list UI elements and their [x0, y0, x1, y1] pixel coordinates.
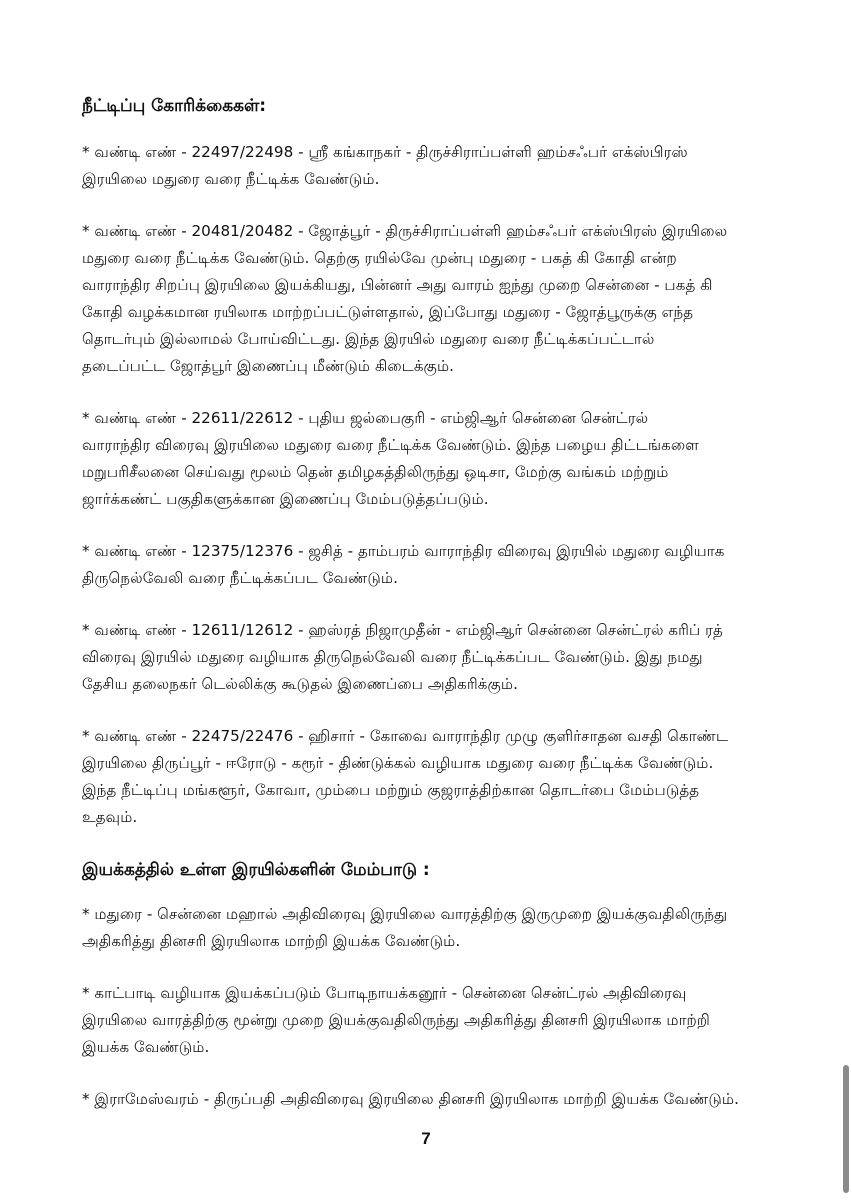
- scrollbar-thumb[interactable]: [843, 1065, 849, 1193]
- page-number: 7: [421, 1129, 431, 1148]
- improvement-item-rameswaram: * இராமேஸ்வரம் - திருப்பதி அதிவிரைவு இரயிலை தினசரி இரயிலாக மாற்றி இயக்க வேண்டும்.: [82, 1090, 739, 1108]
- request-item-20481: * வண்டி எண் - 20481/20482 - ஜோத்பூர் - திருச்சிராப்பள்ளி ஹம்சஃபர் எக்ஸ்பிரஸ் இரயிலை மதுரை வரை நீட்டிக்க வேண்டும். தெற்கு ரயில்வே முன்பு மதுரை - பகத் கி கோதி என்ற வாராந்திர சிறப்பு இரயிலை இயக்கியது, பின்னர் அது வாரம் ஐந்து முறை சென்னை - பகத் கி கோதி வழக்கமான ரயிலாக மாற்றப்பட்டுள்ளதால், இப்போது மதுரை - ஜோத்பூருக்கு எந்த தொடர்பும் இல்லாமல் போய்விட்டது. இந்த இரயில் மதுரை வரை நீட்டிக்கப்பட்டால் தடைப்பட்ட ஜோத்பூர் இணைப்பு மீண்டும் கிடைக்கும்.: [82, 222, 728, 375]
- improvement-item-mahal: * மதுரை - சென்னை மஹால் அதிவிரைவு இரயிலை வாரத்திற்கு இருமுறை இயக்குவதிலிருந்து அதிகரித்து தினசரி இரயிலாக மாற்றி இயக்க வேண்டும்.: [82, 905, 728, 950]
- request-item-12375: * வண்டி எண் - 12375/12376 - ஜசித் - தாம்பரம் வாராந்திர விரைவு இரயில் மதுரை வழியாக திருநெல்வேலி வரை நீட்டிக்கப்பட வேண்டும்.: [82, 542, 725, 587]
- section-heading-extension-requests: நீட்டிப்பு கோரிக்கைகள்:: [82, 96, 267, 116]
- page-content: [82, 92, 797, 1138]
- section-heading-train-improvements: இயக்கத்தில் உள்ள இரயில்களின் மேம்பாடு :: [82, 860, 430, 880]
- request-item-22611: * வண்டி எண் - 22611/22612 - புதிய ஜல்பைகுரி - எம்ஜிஆர் சென்னை சென்ட்ரல் வாராந்திர விரைவு இரயிலை மதுரை வரை நீட்டிக்க வேண்டும். இந்த பழைய திட்டங்களை மறுபரிசீலனை செய்வது மூலம் தென் தமிழகத்திலிருந்து ஒடிசா, மேற்கு வங்கம் மற்றும் ஜார்க்கண்ட் பகுதிகளுக்கான இணைப்பு மேம்படுத்தப்படும்.: [82, 409, 699, 508]
- improvement-item-bodinayakanur: * காட்பாடி வழியாக இயக்கப்படும் போடிநாயக்கனூர் - சென்னை சென்ட்ரல் அதிவிரைவு இரயிலை வாரத்திற்கு மூன்று முறை இயக்குவதிலிருந்து அதிகரித்து தினசரி இரயிலாக மாற்றி இயக்க வேண்டும்.: [82, 984, 710, 1056]
- request-item-12611: * வண்டி எண் - 12611/12612 - ஹஸ்ரத் நிஜாமுதீன் - எம்ஜிஆர் சென்னை சென்ட்ரல் கரிப் ரத் விரைவு இரயில் மதுரை வழியாக திருநெல்வேலி வரை நீட்டிக்கப்பட வேண்டும். இது நமது தேசிய தலைநகர் டெல்லிக்கு கூடுதல் இணைப்பை அதிகரிக்கும்.: [82, 621, 723, 693]
- request-item-22475: * வண்டி எண் - 22475/22476 - ஹிசார் - கோவை வாராந்திர முழு குளிர்சாதன வசதி கொண்ட இரயிலை திருப்பூர் - ஈரோடு - கரூர் - திண்டுக்கல் வழியாக மதுரை வரை நீட்டிக்க வேண்டும். இந்த நீட்டிப்பு மங்களூர், கோவா, மும்பை மற்றும் குஜராத்திற்கான தொடர்பை மேம்படுத்த உதவும்.: [82, 727, 729, 826]
- request-item-22497: * வண்டி எண் - 22497/22498 - ஸ்ரீ கங்காநகர் - திருச்சிராப்பள்ளி ஹம்சஃபர் எக்ஸ்பிரஸ் இரயிலை மதுரை வரை நீட்டிக்க வேண்டும்.: [82, 143, 688, 188]
